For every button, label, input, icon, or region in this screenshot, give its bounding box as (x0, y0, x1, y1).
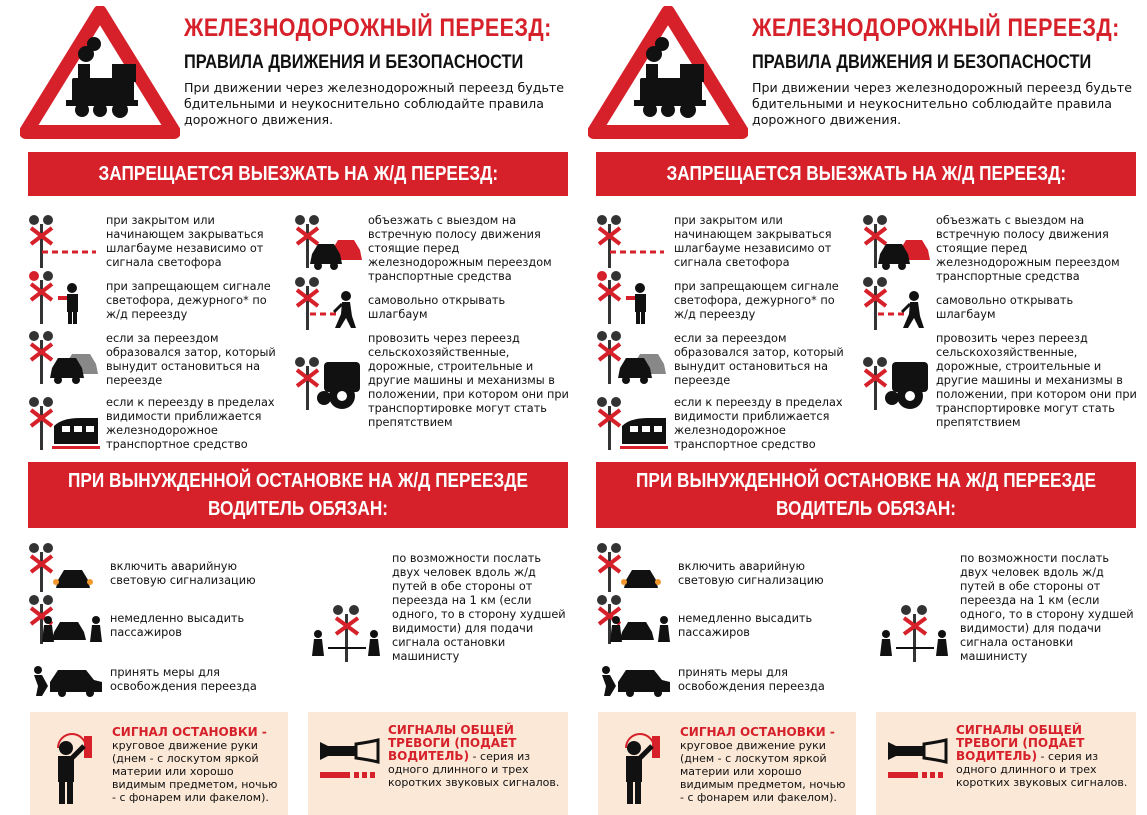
stop-signal-text: круговое движение руки (днем - с лоскутом яркой материи или хорошо видимым предметом, ночью - с фонарем или факелом). (680, 739, 846, 804)
stop-signal-text: круговое движение руки (днем - с лоскутом яркой материи или хорошо видимым предметом, ночью - с фонарем или факелом). (112, 739, 278, 804)
railway-crossing-warning-icon (20, 6, 180, 140)
alarm-signal-title: СИГНАЛЫ ОБЩЕЙ ТРЕВОГИ (ПОДАЕТ ВОДИТЕЛЬ) (956, 723, 1085, 763)
hazard-lights-car-icon (28, 542, 100, 594)
tractor-icon (862, 332, 932, 412)
person-barrier-icon (294, 276, 364, 332)
poster-subtitle: ПРАВИЛА ДВИЖЕНИЯ И БЕЗОПАСНОСТИ (184, 52, 524, 73)
traffic-jam-icon (28, 330, 100, 386)
traffic-officer-icon (596, 270, 666, 326)
train-icon (596, 396, 668, 452)
poster-title: ЖЕЛЕЗНОДОРОЖНЫЙ ПЕРЕЕЗД: (184, 14, 552, 42)
waving-person-icon (44, 726, 104, 806)
duty-banner: ПРИ ВЫНУЖДЕННОЙ ОСТАНОВКЕ НА Ж/Д ПЕРЕЕЗДЕ ВОДИТЕЛЬ ОБЯЗАН: (596, 462, 1136, 528)
barrier-lights-icon (596, 214, 666, 270)
alarm-signal-text: - серия из одного длинного и трех коротких звуковых сигналов. (956, 750, 1128, 789)
person-barrier-icon (862, 276, 932, 332)
push-car-icon (28, 664, 108, 698)
horn-icon (316, 738, 380, 788)
horn-icon (884, 738, 948, 788)
poster-left: ЖЕЛЕЗНОДОРОЖНЫЙ ПЕРЕЕЗД: ПРАВИЛА ДВИЖЕНИЯ И БЕЗОПАСНОСТИ При движении через железнодорожный переезд будьте бдительными и неукоснительно соблюдайте правила дорожного движения. ЗАПРЕЩАЕТСЯ ВЫЕЗЖАТЬ НА Ж/Д ПЕРЕЕЗД: при закрытом или начинающем закрываться шлагбауме независимо от сигнала светофора при запрещающем сигнале светофора, дежурного* по ж/д переезду если за переездом образовался затор, который вынудит остановиться на переезде если к переезду в пределах видимости приближается железнодорожное транспортное средство объезжать с выездом на встречную полосу движения стоящие перед железнодорожным переездом транспортные средства самовольно открывать шлагбаум провозить через переезд сельскохозяйственные, дорожные, строительные и другие машины и механизмы в положении, при котором они при транспортировке могут стать препятствием ПРИ ВЫНУЖДЕННОЙ ОСТАНОВКЕ НА Ж/Д ПЕРЕЕЗДЕ ВОДИТЕЛЬ ОБЯЗАН: включить аварийную световую сигнализацию немедленно высадить пассажиров принять меры для освобождения переезда по возможности послать двух человек вдоль ж/д путей в обе стороны от переезда на 1 км (если одного, то в сторону худшей видимости) для подачи сигнала остановки машинисту СИГНАЛ ОСТАНОВКИ - круговое движение руки (днем - с лоскутом яркой материи или хорошо видимым предметом, ночью - с фонарем или факелом). СИГНАЛЫ ОБЩЕЙ ТРЕВОГИ (ПОДАЕТ ВОДИТЕЛЬ) - серия из одного длинного и трех коротких звуковых сигналов. (8, 0, 568, 815)
stop-signal-title: СИГНАЛ ОСТАНОВКИ - (680, 725, 835, 739)
push-car-icon (596, 664, 676, 698)
stop-signal-title: СИГНАЛ ОСТАНОВКИ - (112, 725, 267, 739)
poster-subtitle: ПРАВИЛА ДВИЖЕНИЯ И БЕЗОПАСНОСТИ (752, 52, 1092, 73)
alarm-signal-text: - серия из одного длинного и трех коротких звуковых сигналов. (388, 750, 560, 789)
barrier-lights-icon (28, 214, 98, 270)
poster-intro: При движении через железнодорожный переезд будьте бдительными и неукоснительно соблюдайте правила дорожного движения. (752, 80, 1132, 127)
duty-banner: ПРИ ВЫНУЖДЕННОЙ ОСТАНОВКЕ НА Ж/Д ПЕРЕЕЗДЕ ВОДИТЕЛЬ ОБЯЗАН: (28, 462, 568, 528)
poster-title: ЖЕЛЕЗНОДОРОЖНЫЙ ПЕРЕЕЗД: (752, 14, 1120, 42)
poster-header (8, 0, 568, 150)
passengers-exit-icon (596, 594, 676, 646)
two-people-tracks-icon (308, 586, 384, 682)
prohibited-banner: ЗАПРЕЩАЕТСЯ ВЫЕЗЖАТЬ НА Ж/Д ПЕРЕЕЗД: (28, 152, 568, 196)
railway-crossing-warning-icon (588, 6, 748, 140)
poster-header (576, 0, 1136, 150)
train-icon (28, 396, 100, 452)
poster-right: ЖЕЛЕЗНОДОРОЖНЫЙ ПЕРЕЕЗД: ПРАВИЛА ДВИЖЕНИЯ И БЕЗОПАСНОСТИ При движении через железнодорожный переезд будьте бдительными и неукоснительно соблюдайте правила дорожного движения. ЗАПРЕЩАЕТСЯ ВЫЕЗЖАТЬ НА Ж/Д ПЕРЕЕЗД: при закрытом или начинающем закрываться шлагбауме независимо от сигнала светофора при запрещающем сигнале светофора, дежурного* по ж/д переезду если за переездом образовался затор, который вынудит остановиться на переезде если к переезду в пределах видимости приближается железнодорожное транспортное средство объезжать с выездом на встречную полосу движения стоящие перед железнодорожным переездом транспортные средства самовольно открывать шлагбаум провозить через переезд сельскохозяйственные, дорожные, строительные и другие машины и механизмы в положении, при котором они при транспортировке могут стать препятствием ПРИ ВЫНУЖДЕННОЙ ОСТАНОВКЕ НА Ж/Д ПЕРЕЕЗДЕ ВОДИТЕЛЬ ОБЯЗАН: включить аварийную световую сигнализацию немедленно высадить пассажиров принять меры для освобождения переезда по возможности послать двух человек вдоль ж/д путей в обе стороны от переезда на 1 км (если одного, то в сторону худшей видимости) для подачи сигнала остановки машинисту СИГНАЛ ОСТАНОВКИ - круговое движение руки (днем - с лоскутом яркой материи или хорошо видимым предметом, ночью - с фонарем или факелом). СИГНАЛЫ ОБЩЕЙ ТРЕВОГИ (ПОДАЕТ ВОДИТЕЛЬ) - серия из одного длинного и трех коротких звуковых сигналов. (576, 0, 1136, 815)
hazard-lights-car-icon (596, 542, 668, 594)
passengers-exit-icon (28, 594, 108, 646)
two-people-tracks-icon (876, 586, 952, 682)
overtaking-car-icon (294, 214, 364, 270)
alarm-signal-box (876, 712, 1136, 815)
waving-person-icon (612, 726, 672, 806)
traffic-officer-icon (28, 270, 98, 326)
stop-signal-box (30, 712, 288, 815)
prohibited-banner: ЗАПРЕЩАЕТСЯ ВЫЕЗЖАТЬ НА Ж/Д ПЕРЕЕЗД: (596, 152, 1136, 196)
alarm-signal-box (308, 712, 568, 815)
alarm-signal-title: СИГНАЛЫ ОБЩЕЙ ТРЕВОГИ (ПОДАЕТ ВОДИТЕЛЬ) (388, 723, 517, 763)
overtaking-car-icon (862, 214, 932, 270)
poster-intro: При движении через железнодорожный переезд будьте бдительными и неукоснительно соблюдайте правила дорожного движения. (184, 80, 564, 127)
tractor-icon (294, 332, 364, 412)
traffic-jam-icon (596, 330, 668, 386)
stop-signal-box (598, 712, 856, 815)
